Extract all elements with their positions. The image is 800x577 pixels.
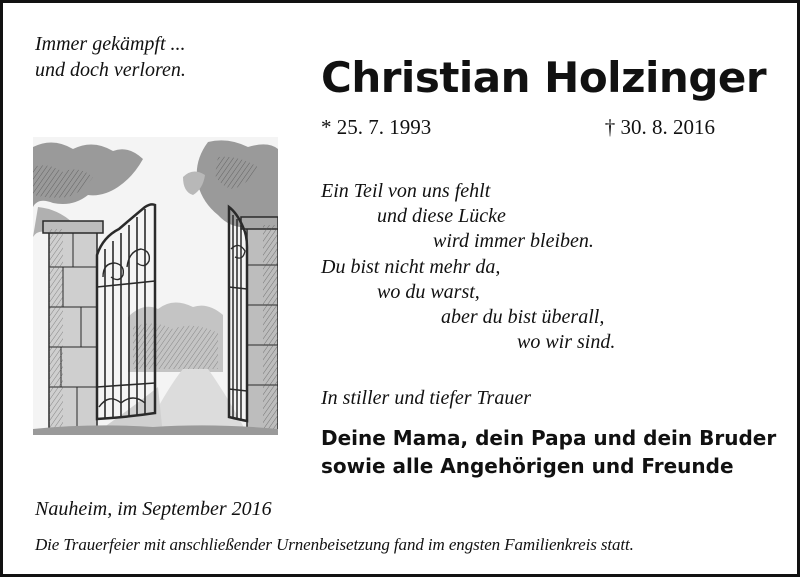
- open-garden-gate-icon: [33, 137, 278, 435]
- mourners-list: [321, 424, 776, 480]
- motto-line-2: und doch verloren.: [35, 59, 186, 81]
- motto: [35, 31, 186, 83]
- poem-line: und diese Lücke: [377, 205, 506, 228]
- motto-line-1: Immer gekämpft ...: [35, 33, 186, 55]
- mourners-line-1: Deine Mama, dein Papa und dein Bruder: [321, 426, 777, 450]
- mourners-line-2: sowie alle Angehörigen und Freunde: [321, 454, 734, 478]
- poem-line: wo du warst,: [377, 280, 480, 303]
- funeral-notice: Die Trauerfeier mit anschließender Urnenbeisetzung fand im engsten Familienkreis statt.: [35, 535, 634, 554]
- poem: [321, 179, 615, 355]
- mourning-intro: In stiller und tiefer Trauer: [321, 387, 531, 409]
- poem-line: Ein Teil von uns fehlt: [321, 180, 491, 202]
- poem-line: wird immer bleiben.: [433, 230, 594, 253]
- birth-date: * 25. 7. 1993: [321, 115, 432, 139]
- poem-line: wo wir sind.: [517, 331, 616, 354]
- death-date: † 30. 8. 2016: [604, 115, 715, 139]
- poem-line: Du bist nicht mehr da,: [321, 255, 501, 278]
- deceased-name: Christian Holzinger: [321, 53, 767, 102]
- place-and-date: Nauheim, im September 2016: [35, 498, 272, 520]
- poem-line: aber du bist überall,: [441, 306, 605, 329]
